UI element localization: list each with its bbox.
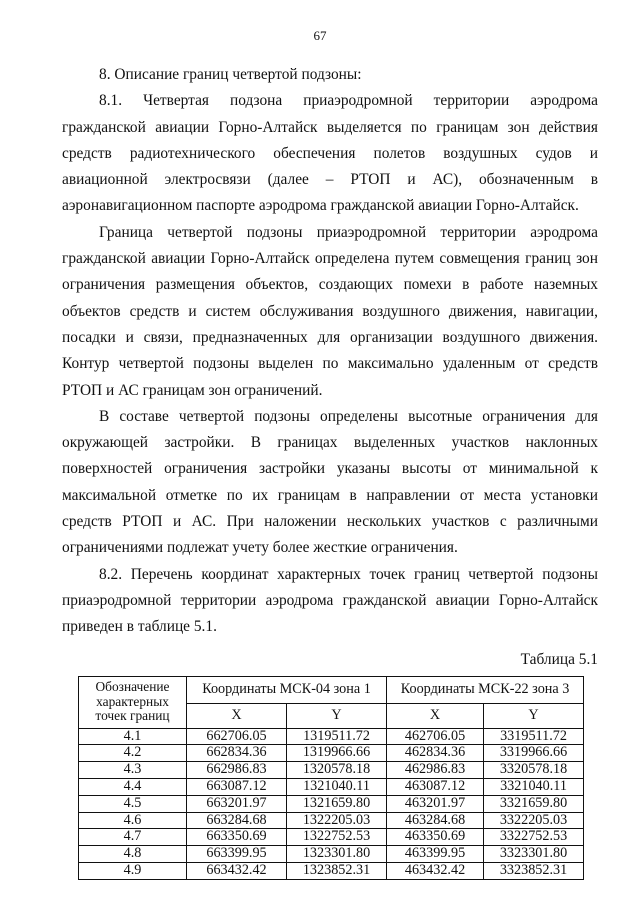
table-caption: Таблица 5.1 (520, 650, 598, 668)
x-msk22: 463350.69 (387, 829, 484, 846)
table-row (79, 812, 584, 829)
table-header-row (79, 676, 584, 703)
header-y-msk04: Y (287, 703, 387, 728)
y-msk22: 3319511.72 (484, 728, 584, 745)
y-msk22: 3320578.18 (484, 762, 584, 779)
x-msk22: 462834.36 (387, 745, 484, 762)
table-row (79, 778, 584, 795)
header-msk22: Координаты МСК-22 зона 3 (387, 676, 584, 703)
paragraph-8-2: 8.2. Перечень координат характерных точек границ четвертой подзоны приаэродромной территории аэродрома гражданской авиации Горно-Алтайск приведен в таблице 5.1. (62, 565, 598, 636)
y-msk04: 1319966.66 (287, 745, 387, 762)
point-id: 4.1 (79, 728, 187, 745)
y-msk22: 3323301.80 (484, 846, 584, 863)
point-id: 4.8 (79, 846, 187, 863)
x-msk04: 663087.12 (187, 778, 287, 795)
y-msk04: 1323301.80 (287, 846, 387, 863)
header-x-msk22: X (387, 703, 484, 728)
x-msk04: 662986.83 (187, 762, 287, 779)
point-id: 4.9 (79, 862, 187, 879)
x-msk22: 463201.97 (387, 795, 484, 812)
point-id: 4.6 (79, 812, 187, 829)
header-y-msk22: Y (484, 703, 584, 728)
y-msk22: 3323852.31 (484, 862, 584, 879)
y-msk04: 1322205.03 (287, 812, 387, 829)
point-id: 4.3 (79, 762, 187, 779)
x-msk22: 463087.12 (387, 778, 484, 795)
y-msk04: 1322752.53 (287, 829, 387, 846)
table-row (79, 762, 584, 779)
point-id: 4.4 (79, 778, 187, 795)
y-msk22: 3319966.66 (484, 745, 584, 762)
y-msk22: 3321040.11 (484, 778, 584, 795)
y-msk22: 3322752.53 (484, 829, 584, 846)
x-msk04: 663201.97 (187, 795, 287, 812)
table-row (79, 846, 584, 863)
x-msk04: 662834.36 (187, 745, 287, 762)
x-msk04: 663350.69 (187, 829, 287, 846)
header-point-label: Обозначение характерных точек границ (79, 676, 187, 728)
point-id: 4.5 (79, 795, 187, 812)
table-row (79, 795, 584, 812)
x-msk04: 663284.68 (187, 812, 287, 829)
section-heading: 8. Описание границ четвертой подзоны: (99, 66, 362, 83)
document-body (62, 62, 598, 880)
point-id: 4.2 (79, 745, 187, 762)
paragraph-boundary: Граница четвертой подзоны приаэродромной территории аэродрома гражданской авиации Горно-Алтайск определена путем совмещения границ зон ограничения размещения объектов, создающих помехи в работе наземных объектов средств и систем обслуживания воздушного движения, навигации, посадки и связи, предназначенных для организации воздушного движения. Контур четвертой подзоны выделен по максимально удаленным от средств РТОП и АС границам зон ограничений. (62, 223, 598, 399)
paragraph-8-1: 8.1. Четвертая подзона приаэродромной территории аэродрома гражданской авиации Горно-Алтайск выделяется по границам зон действия средств радиотехнического обеспечения полетов воздушных судов и авиационной электросвязи (далее – РТОП и АС), обозначенным в аэронавигационном паспорте аэродрома гражданской авиации Горно-Алтайск. (62, 92, 598, 215)
x-msk04: 663399.95 (187, 846, 287, 863)
x-msk22: 463284.68 (387, 812, 484, 829)
x-msk04: 662706.05 (187, 728, 287, 745)
y-msk22: 3321659.80 (484, 795, 584, 812)
y-msk22: 3322205.03 (484, 812, 584, 829)
coordinates-table (78, 676, 584, 880)
y-msk04: 1320578.18 (287, 762, 387, 779)
point-id: 4.7 (79, 829, 187, 846)
x-msk22: 462706.05 (387, 728, 484, 745)
paragraph-height-limits: В составе четвертой подзоны определены высотные ограничения для окружающей застройки. В границах выделенных участков наклонных поверхностей ограничения застройки указаны высоты от минимальной к максимальной отметке по их границам в направлении от места установки средств РТОП и АС. При наложении нескольких участков с различными ограничениями подлежат учету более жесткие ограничения. (62, 407, 598, 557)
y-msk04: 1323852.31 (287, 862, 387, 879)
table-row (79, 745, 584, 762)
x-msk04: 663432.42 (187, 862, 287, 879)
y-msk04: 1321040.11 (287, 778, 387, 795)
table-row (79, 862, 584, 879)
y-msk04: 1319511.72 (287, 728, 387, 745)
table-row (79, 829, 584, 846)
x-msk22: 463432.42 (387, 862, 484, 879)
header-msk04: Координаты МСК-04 зона 1 (187, 676, 387, 703)
table-row (79, 728, 584, 745)
x-msk22: 462986.83 (387, 762, 484, 779)
header-x-msk04: X (187, 703, 287, 728)
y-msk04: 1321659.80 (287, 795, 387, 812)
x-msk22: 463399.95 (387, 846, 484, 863)
page-number: 67 (313, 28, 327, 43)
